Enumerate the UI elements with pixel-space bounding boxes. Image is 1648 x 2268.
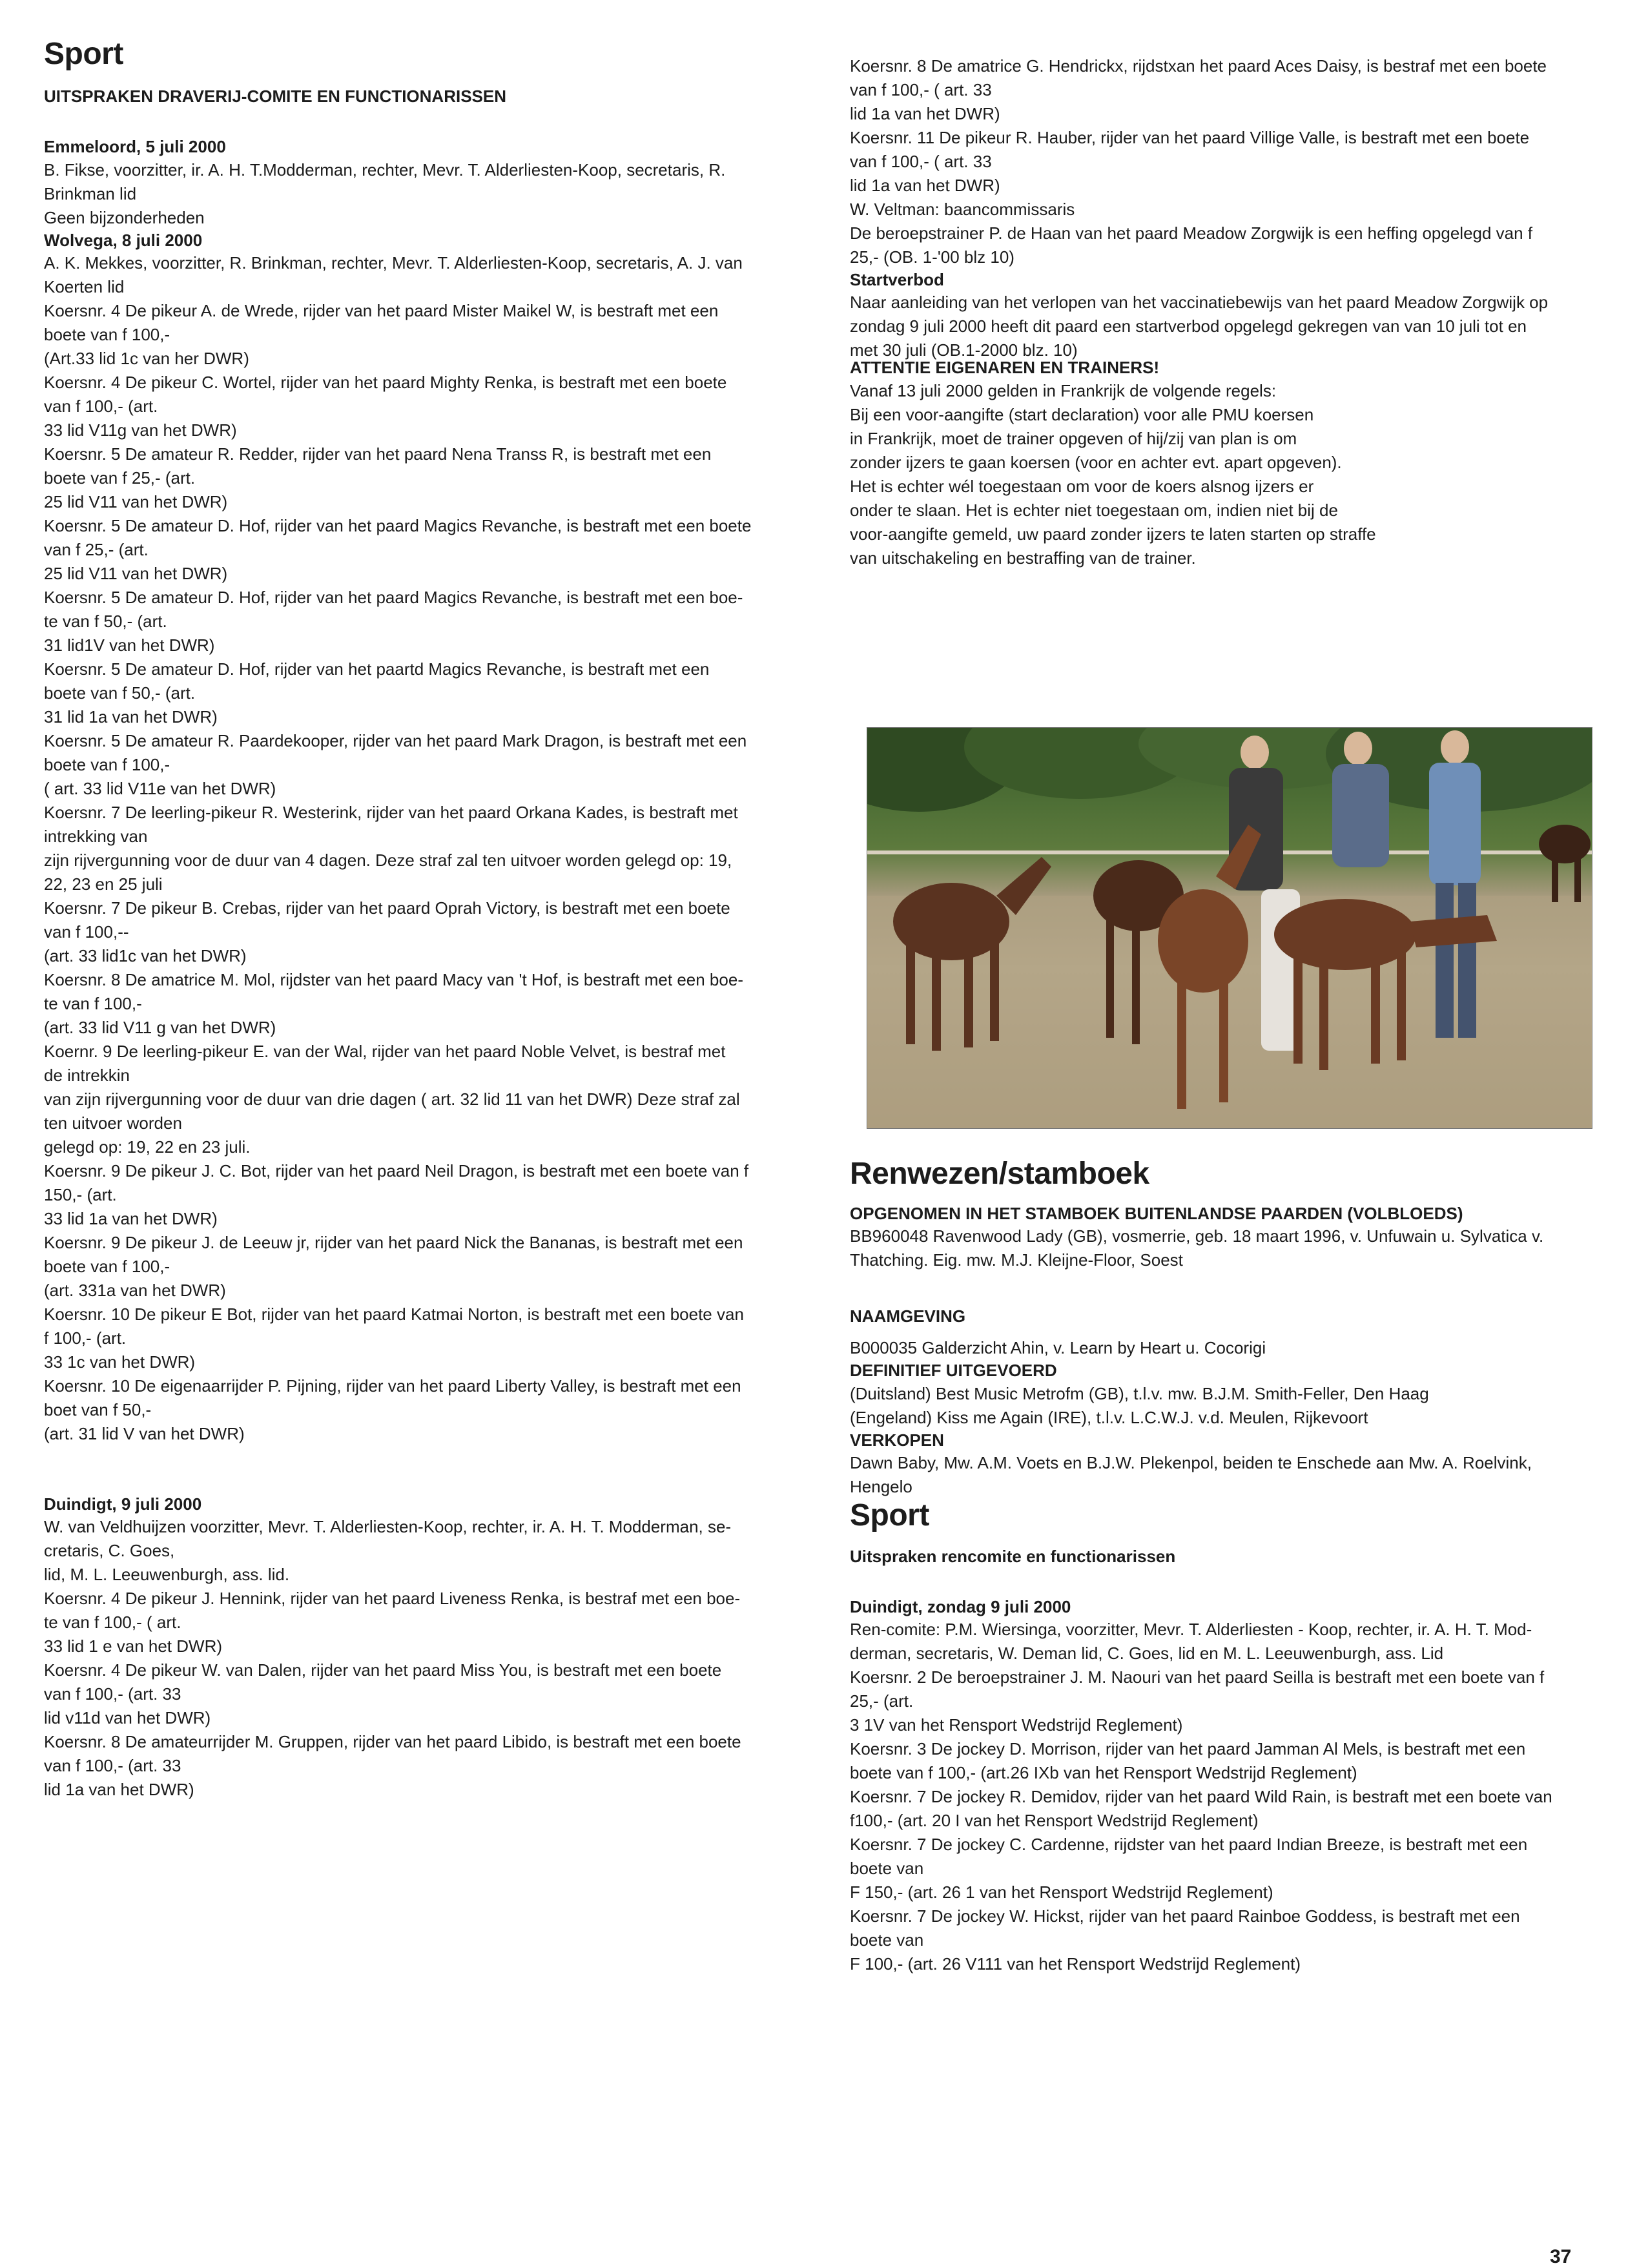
- verdict-item: Koersnr. 7 De leerling-pikeur R. Westerink, rijder van het paard Orkana Kades, is bestraft met intrekking van zijn rijvergunning voor de duur van 4 dagen. Deze straf zal ten uitvoer worden gelegd op: 19, 22, 23 en 25 juli: [44, 802, 738, 894]
- verdict-item: Koersnr. 8 De amatrice G. Hendrickx, rijdstxan het paard Aces Daisy, is bestraf met een boete van f 100,- ( art. 33 lid 1a van het DWR): [850, 56, 1547, 123]
- verdict-item: Koersnr. 5 De amateur D. Hof, rijder van het paartd Magics Revanche, is bestraft met een boete van f 50,- (art. 31 lid 1a van het DWR): [44, 659, 710, 727]
- verdict-item: Koersnr. 2 De beroepstrainer J. M. Naouri van het paard Seilla is bestraft met een boete van f 25,- (art. 3 1V van het Rensport Wedstrijd Reglement): [850, 1667, 1545, 1735]
- horses-photo: [867, 727, 1592, 1129]
- emmeloord-note: Geen bijzonderheden: [44, 207, 205, 227]
- verdict-item: Koersnr. 8 De amatrice M. Mol, rijdster van het paard Macy van 't Hof, is bestraft met een boe- te van f 100,- (art. 33 lid V11 g van het DWR): [44, 969, 743, 1037]
- emmeloord-text: B. Fikse, voorzitter, ir. A. H. T.Modderman, rechter, Mevr. T. Alderliesten-Koop, secretaris, R. Brinkman lid: [44, 160, 726, 203]
- duindigt2-text: Ren-comite: P.M. Wiersinga, voorzitter, Mevr. T. Alderliesten - Koop, rechter, ir. A. H. T. Mod- derman, secretaris, W. Deman lid, C. Goes, lid en M. L. Leeuwenburgh, ass. Lid: [850, 1620, 1532, 1664]
- verdict-item: Koersnr. 9 De pikeur J. de Leeuw jr, rijder van het paard Nick the Bananas, is bestraft met een boete van f 100,- (art. 331a van het DWR): [44, 1232, 743, 1300]
- verdict-item: Koernr. 9 De leerling-pikeur E. van der Wal, rijder van het paard Noble Velvet, is bestraf met de intrekkin van zijn rijvergunning voor de duur van drie dagen ( art. 32 lid 11 van het DWR) Deze straf zal ten uitvoer worden gelegd op: 19, 22 en 23 juli.: [44, 1041, 740, 1157]
- duindigt-title: Duindigt, 9 juli 2000: [44, 1494, 202, 1514]
- startverbod-title: Startverbod: [850, 270, 944, 289]
- verdict-item: Koersnr. 5 De amateur D. Hof, rijder van het paard Magics Revanche, is bestraft met een boe- te van f 50,- (art. 31 lid1V van het DWR): [44, 587, 743, 655]
- duindigt2-title: Duindigt, zondag 9 juli 2000: [850, 1597, 1071, 1617]
- verkopen-title: VERKOPEN: [850, 1430, 944, 1450]
- commissaris-line: W. Veltman: baancommissaris: [850, 200, 1075, 219]
- verkopen-text: Dawn Baby, Mw. A.M. Voets en B.J.W. Plekenpol, beiden te Enschede aan Mw. A. Roelvink, Hengelo: [850, 1452, 1532, 1496]
- verdict-item: Koersnr. 4 De pikeur J. Hennink, rijder van het paard Liveness Renka, is bestraf met een boe- te van f 100,- ( art. 33 lid 1 e van het DWR): [44, 1589, 741, 1656]
- verdict-item: Koersnr. 9 De pikeur J. C. Bot, rijder van het paard Neil Dragon, is bestraft met een boete van f 150,- (art. 33 lid 1a van het DWR): [44, 1160, 749, 1228]
- verdict-item: Koersnr. 3 De jockey D. Morrison, rijder van het paard Jamman Al Mels, is bestraft met een boete van f 100,- (art.26 IXb van het Rensport Wedstrijd Reglement): [850, 1739, 1526, 1783]
- wolvega-text: A. K. Mekkes, voorzitter, R. Brinkman, rechter, Mevr. T. Alderliesten-Koop, secretaris, A. J. van Koerten lid Koersnr. 4 De pikeur A. de Wrede, rijder van het paard Mister Maikel W, is bestraft met een boete van f 100,- (Art.33 lid 1c van her DWR) Koersnr. 4 De pikeur C. Wortel, rijder van het paard Mighty Renka, is bestraft met een boete van f 100,- (art. 33 lid V11g van het DWR) Koersnr. 5 De amateur R. Redder, rijder van het paard Nena Transs R, is bestraft met een boete van f 25,- (art. 25 lid V11 van het DWR) Koersnr. 5 De amateur D. Hof, rijder van het paard Magics Revanche, is bestraft met een boete van f 25,- (art. 25 lid V11 van het DWR): [44, 253, 752, 583]
- renwezen-heading: Renwezen/stamboek: [850, 1157, 1149, 1191]
- verdict-item: Koersnr. 7 De pikeur B. Crebas, rijder van het paard Oprah Victory, is bestraft met een boete van f 100,-- (art. 33 lid1c van het DWR): [44, 898, 730, 965]
- verdict-item: Koersnr. 7 De jockey W. Hickst, rijder van het paard Rainboe Goddess, is bestraft met een boete van F 100,- (art. 26 V111 van het Rensport Wedstrijd Reglement): [850, 1906, 1520, 1974]
- page-number: 37: [1550, 2246, 1572, 2267]
- right-column-top: [850, 54, 1618, 570]
- startverbod-text: Naar aanleiding van het verlopen van het vaccinatiebewijs van het paard Meadow Zorgwijk op zondag 9 juli 2000 heeft dit paard een startverbod opgelegd gekregen van van 10 juli tot en met 30 juli (OB.1-2000 blz. 10): [850, 293, 1549, 360]
- attentie-text: Vanaf 13 juli 2000 gelden in Frankrijk de volgende regels: Bij een voor-aangifte (start declaration) voor alle PMU koersen in Frankrijk, moet de trainer opgeven of hij/zij van plan is om zonder ijzers te gaan koersen (voor en achter evt. apart opgeven). Het is echter wél toegestaan om voor de koers alsnog ijzers er onder te slaan. Het is echter niet toegestaan om, indien niet bij de voor-aangifte gemeld, uw paard zonder ijzers te laten starten op straffe van uitschakeling en bestraffing van de trainer.: [850, 380, 1376, 568]
- sport-heading: Sport: [44, 37, 123, 71]
- wolvega-title: Wolvega, 8 juli 2000: [44, 230, 203, 250]
- verdict-item: Koersnr. 4 De pikeur W. van Dalen, rijder van het paard Miss You, is bestraft met een boete van f 100,- (art. 33 lid v11d van het DWR): [44, 1660, 722, 1728]
- verdict-item: Koersnr. 10 De pikeur E Bot, rijder van het paard Katmai Norton, is bestraft met een boete van f 100,- (art. 33 1c van het DWR): [44, 1304, 744, 1372]
- sport2-subheading: Uitspraken rencomite en functionarissen: [850, 1546, 1176, 1566]
- duindigt-text: W. van Veldhuijzen voorzitter, Mevr. T. Alderliesten-Koop, rechter, ir. A. H. T. Modderman, se- cretaris, C. Goes, lid, M. L. Leeuwenburgh, ass. lid.: [44, 1517, 732, 1585]
- verdict-item: Koersnr. 5 De amateur R. Paardekooper, rijder van het paard Mark Dragon, is bestraft met een boete van f 100,- ( art. 33 lid V11e van het DWR): [44, 730, 747, 798]
- verdict-item: Koersnr. 10 De eigenaarrijder P. Pijning, rijder van het paard Liberty Valley, is bestraft met een boet van f 50,- (art. 31 lid V van het DWR): [44, 1376, 741, 1443]
- verdict-item: Koersnr. 8 De amateurrijder M. Gruppen, rijder van het paard Libido, is bestraft met een boete van f 100,- (art. 33 lid 1a van het DWR): [44, 1732, 741, 1800]
- verdict-item: Koersnr. 11 De pikeur R. Hauber, rijder van het paard Villige Valle, is bestraft met een boete van f 100,- ( art. 33 lid 1a van het DWR): [850, 128, 1530, 195]
- draverij-subheading: UITSPRAKEN DRAVERIJ-COMITE EN FUNCTIONARISSEN: [44, 86, 507, 106]
- sport2-heading: Sport: [850, 1498, 929, 1532]
- verdict-item: De beroepstrainer P. de Haan van het paard Meadow Zorgwijk is een heffing opgelegd van f 25,- (OB. 1-'00 blz 10): [850, 223, 1533, 267]
- emmeloord-title: Emmeloord, 5 juli 2000: [44, 137, 226, 157]
- verdict-item: Koersnr. 7 De jockey C. Cardenne, rijdster van het paard Indian Breeze, is bestraft met een boete van F 150,- (art. 26 1 van het Rensport Wedstrijd Reglement): [850, 1835, 1528, 1902]
- opgenomen-text: BB960048 Ravenwood Lady (GB), vosmerrie, geb. 18 maart 1996, v. Unfuwain u. Sylvatica v. Thatching. Eig. mw. M.J. Kleijne-Floor, Soest: [850, 1226, 1544, 1270]
- definitief-text: (Duitsland) Best Music Metrofm (GB), t.l.v. mw. B.J.M. Smith-Feller, Den Haag (Engeland) Kiss me Again (IRE), t.l.v. L.C.W.J. v.d. Meulen, Rijkevoort: [850, 1383, 1429, 1427]
- naamgeving-title: NAAMGEVING: [850, 1306, 966, 1326]
- definitief-title: DEFINITIEF UITGEVOERD: [850, 1361, 1057, 1381]
- verdict-item: Koersnr. 7 De jockey R. Demidov, rijder van het paard Wild Rain, is bestraft met een boete van f100,- (art. 20 I van het Rensport Wedstrijd Reglement): [850, 1787, 1552, 1831]
- opgenomen-title: OPGENOMEN IN HET STAMBOEK BUITENLANDSE PAARDEN (VOLBLOEDS): [850, 1203, 1463, 1223]
- naamgeving-text: B000035 Galderzicht Ahin, v. Learn by Heart u. Cocorigi: [850, 1338, 1266, 1358]
- attentie-title: ATTENTIE EIGENAREN EN TRAINERS!: [850, 358, 1160, 378]
- horses-photo-illustration: [867, 728, 1592, 1128]
- left-column: [44, 37, 816, 1802]
- right-column-bottom: [850, 1157, 1618, 1976]
